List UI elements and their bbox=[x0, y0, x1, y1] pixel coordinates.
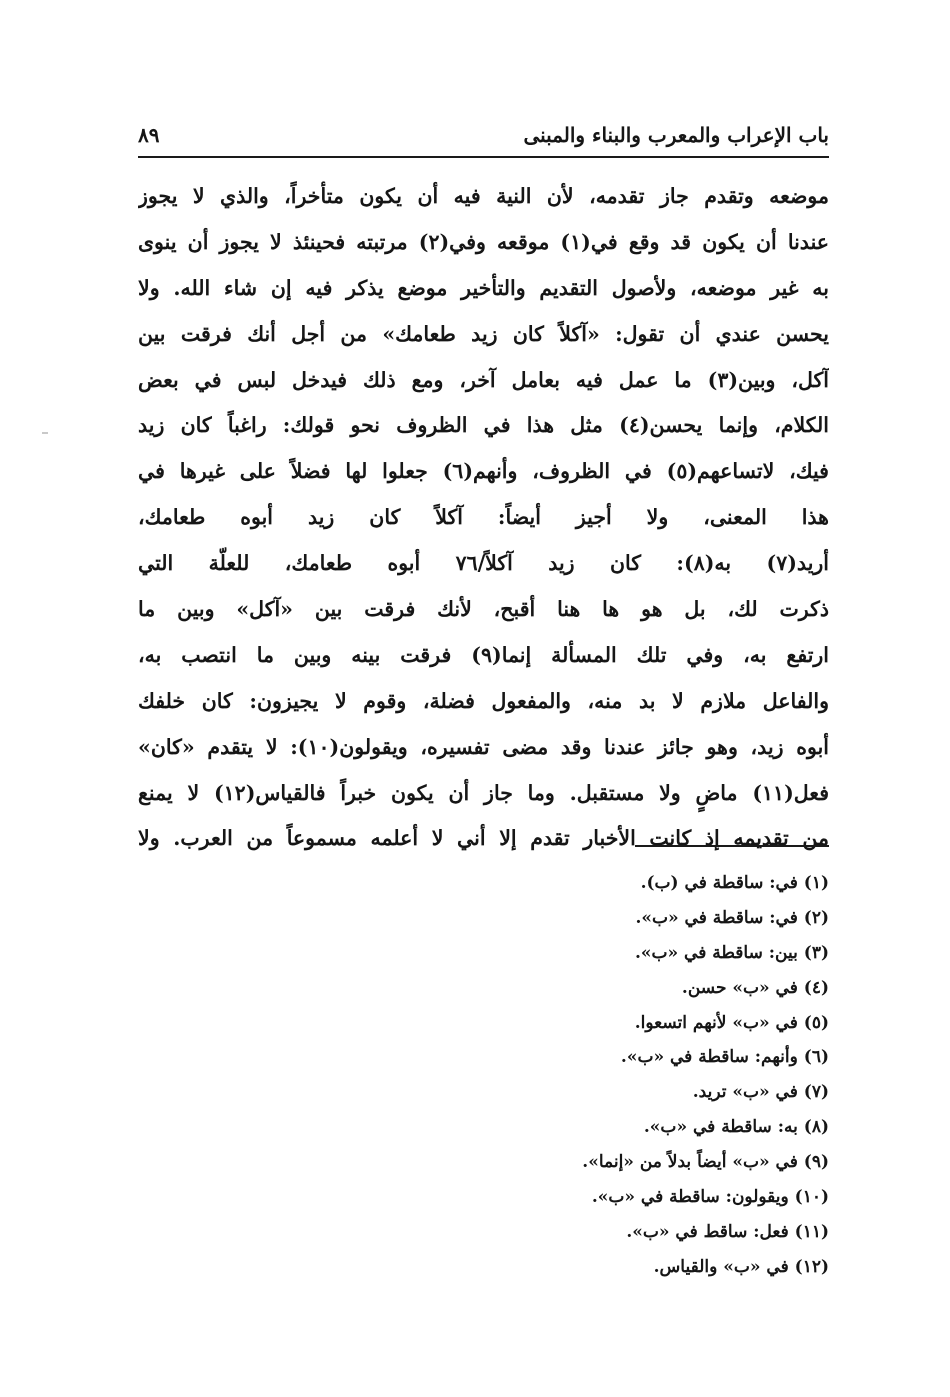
footnote: (١٢) في «ب» والقياس. bbox=[653, 1256, 829, 1277]
footnote: (٨) به: ساقطة في «ب». bbox=[643, 1117, 829, 1138]
body-line: ارتفع به، وفي تلك المسألة إنما(٩) فرقت بينه وبين ما انتصب به، bbox=[138, 642, 829, 667]
body-line: فيك، لاتساعهم(٥) في الظروف، وأنهم(٦) جعلوا لها فضلاً على غيرها في bbox=[138, 459, 829, 484]
chapter-title: باب الإعراب والمعرب والبناء والمبنى bbox=[523, 123, 829, 147]
footnote-separator bbox=[635, 845, 829, 847]
running-header bbox=[138, 118, 829, 154]
body-line: موضعه وتقدم جاز تقدمه، لأن النية فيه أن يكون متأخراً، والذي لا يجوز bbox=[138, 184, 829, 208]
footnotes-list bbox=[409, 866, 829, 1285]
body-line: الكلام، وإنما يحسن(٤) مثل هذا في الظروف نحو قولك: راغباً كان زيد bbox=[138, 413, 829, 438]
footnote: (١) في: ساقطة في (ب). bbox=[640, 873, 829, 893]
header-rule bbox=[138, 156, 829, 158]
footnote: (٥) في «ب» لأنهم اتسعوا. bbox=[634, 1012, 829, 1033]
body-text bbox=[138, 174, 829, 862]
body-line: أريد(٧) به(٨): كان زيد آكلاً/٧٦ أبوه طعامك، للعلّة التي bbox=[138, 551, 829, 576]
body-line: هذا المعنى، ولا أجيز أيضاً: آكلاً كان زيد أبوه طعامك، bbox=[138, 505, 829, 530]
body-line: والفاعل ملازم لا بد منه، والمفعول فضلة، وقوم لا يجيزون: كان خلفك bbox=[138, 688, 829, 713]
footnote: (١٠) ويقولون: ساقطة في «ب». bbox=[591, 1187, 829, 1208]
body-line: عندنا أن يكون قد وقع في(١) موقعه وفي(٢) مرتبته فحينئذ لا يجوز أن ينوى bbox=[138, 229, 829, 254]
body-line: أبوه زيد، وهو جائز عندنا وقد مضى تفسيره، ويقولون(١٠): لا يتقدم «كان» bbox=[138, 734, 829, 759]
body-line: آكل، وبين(٣) ما عمل فيه بعامل آخر، ومع ذلك فيدخل لبس في بعض bbox=[138, 367, 829, 392]
footnote: (٦) وأنهم: ساقطة في «ب». bbox=[620, 1047, 829, 1068]
page-number: ٨٩ bbox=[138, 123, 160, 147]
body-line: به غير موضعه، ولأصول التقديم والتأخير موضع يذكر فيه إن شاء الله. ولا bbox=[138, 275, 829, 300]
body-line: يحسن عندي أن تقول: «آكلاً كان زيد طعامك» من أجل أنك فرقت بين bbox=[138, 321, 829, 346]
scan-mark bbox=[42, 432, 48, 434]
footnote: (٢) في: ساقطة في «ب». bbox=[635, 907, 829, 928]
footnote: (١١) فعل: ساقط في «ب». bbox=[626, 1221, 829, 1242]
body-line: ذكرت لك، بل هو ها هنا أقبح، لأنك فرقت بين «آكل» وبين ما bbox=[138, 597, 829, 622]
footnote: (٣) بين: ساقطة في «ب». bbox=[634, 942, 829, 963]
footnote: (٧) في «ب» تريد. bbox=[692, 1082, 829, 1103]
body-line: فعل(١١) ماضٍ ولا مستقبل. وما جاز أن يكون خبراً فالقياس(١٢) لا يمنع bbox=[138, 780, 829, 805]
footnote: (٩) في «ب» أيضاً بدلاً من «إنما». bbox=[582, 1152, 829, 1173]
footnote: (٤) في «ب» حسن. bbox=[681, 977, 829, 998]
body-line: من تقديمه إذ كانت الأخبار تقدم إلا أني لا أعلمه مسموعاً من العرب. ولا bbox=[138, 826, 829, 851]
